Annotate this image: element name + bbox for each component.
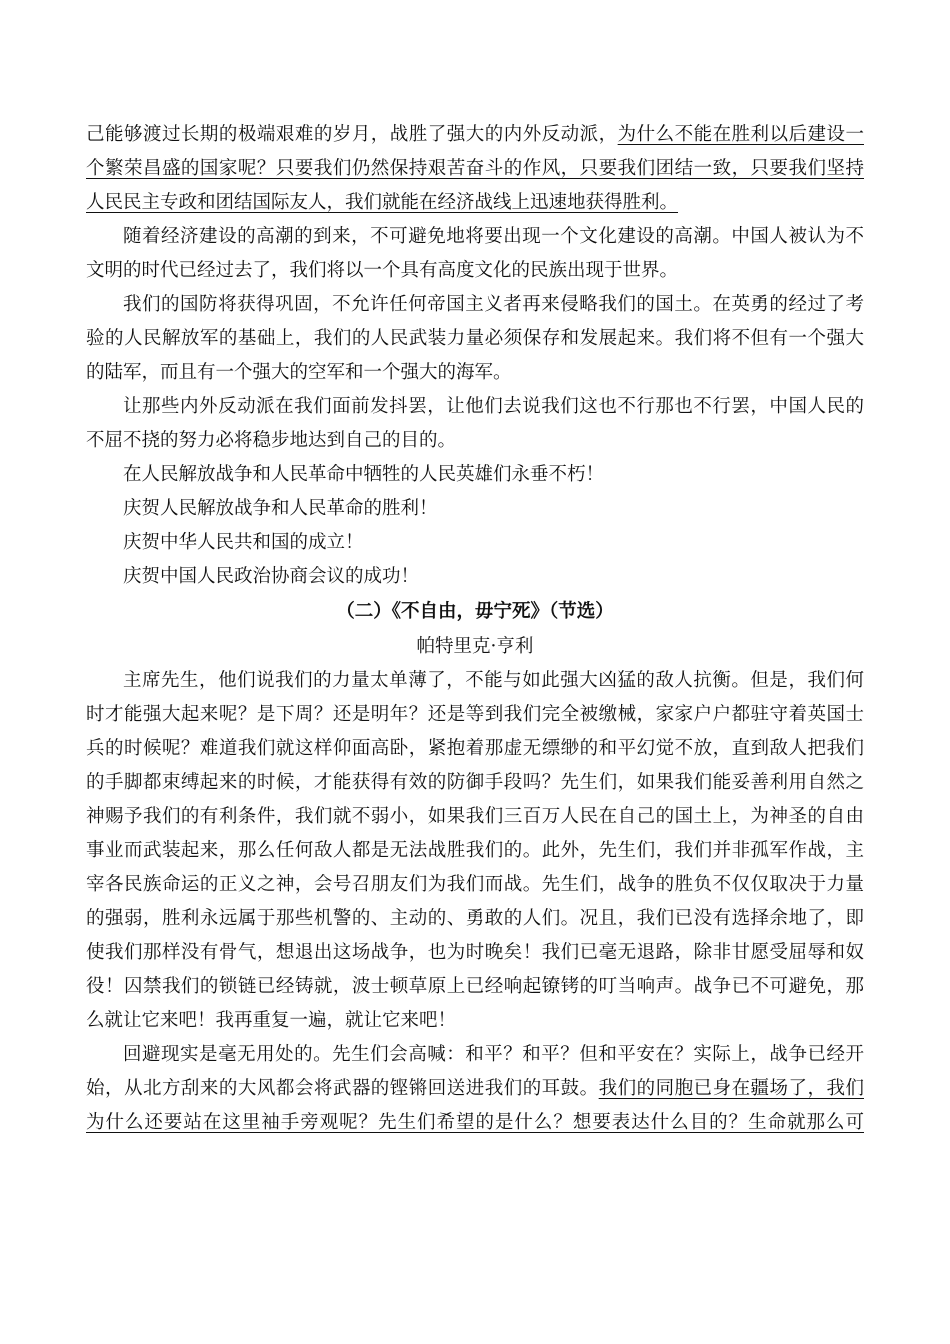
underlined-text: 我们的同胞已身在疆场了，我们 (598, 1078, 864, 1099)
text-line: 的强弱，胜利永远属于那些机警的、主动的、勇敢的人们。况且，我们已没有选择余地了，即 (86, 908, 864, 929)
text-line: 事业而武装起来，那么任何敌人都是无法战胜我们的。此外，先生们，我们并非孤军作战，主 (86, 840, 864, 861)
text-line (86, 1072, 864, 1106)
slogan-line: 庆贺中华人民共和国的成立！ (123, 532, 364, 553)
text-line: 不屈不挠的努力必将稳步地达到自己的目的。 (86, 430, 457, 451)
underlined-text-line: 个繁荣昌盛的国家呢？只要我们仍然保持艰苦奋斗的作风，只要我们团结一致，只要我们坚持 (86, 158, 864, 179)
slogan-line: 庆贺人民解放战争和人民革命的胜利！ (123, 498, 438, 519)
slogan-line: 庆贺中国人民政治协商会议的成功！ (123, 566, 420, 587)
text-line: 宰各民族命运的正义之神，会号召朋友们为我们而战。先生们，战争的胜负不仅仅取决于力量 (86, 874, 864, 895)
paragraph-first-line: 回避现实是毫无用处的。先生们会高喊：和平？和平？但和平安在？实际上，战争已经开 (123, 1044, 864, 1065)
section-heading: （二）《不自由，毋宁死》（节选） (336, 601, 614, 622)
text-line: 役！囚禁我们的锁链已经铸就，波士顿草原上已经响起镣铐的叮当响声。战争已不可避免，那 (86, 976, 864, 997)
underlined-text-line: 为什么还要站在这里袖手旁观呢？先生们希望的是什么？想要表达什么目的？生命就那么可 (86, 1112, 864, 1133)
text-line (86, 186, 864, 220)
text-line: 文明的时代已经过去了，我们将以一个具有高度文化的民族出现于世界。 (86, 260, 679, 281)
text-segment: 己能够渡过长期的极端艰难的岁月，战胜了强大的内外反动派， (86, 124, 618, 145)
text-line: 时才能强大起来呢？是下周？还是明年？还是等到我们完全被缴械，家家户户都驻守着英国士 (86, 704, 864, 725)
paragraph-first-line: 主席先生，他们说我们的力量太单薄了，不能与如此强大凶猛的敌人抗衡。但是，我们何 (123, 670, 864, 691)
text-line: 的手脚都束缚起来的时候，才能获得有效的防御手段吗？先生们，如果我们能妥善利用自然之 (86, 772, 864, 793)
paragraph-first-line: 让那些内外反动派在我们面前发抖罢，让他们去说我们这也不行那也不行罢，中国人民的 (123, 396, 864, 417)
text-line (86, 118, 864, 152)
text-line: 验的人民解放军的基础上，我们的人民武装力量必须保存和发展起来。我们将不但有一个强大 (86, 328, 864, 349)
text-line: 么就让它来吧！我再重复一遍，就让它来吧！ (86, 1010, 457, 1031)
slogan-line: 在人民解放战争和人民革命中牺牲的人民英雄们永垂不朽！ (123, 464, 605, 485)
paragraph-first-line: 随着经济建设的高潮的到来，不可避免地将要出现一个文化建设的高潮。中国人被认为不 (123, 226, 864, 247)
text-line: 神赐予我们的有利条件，我们就不弱小，如果我们三百万人民在自己的国土上，为神圣的自由 (86, 806, 864, 827)
underlined-text: 为什么不能在胜利以后建设一 (617, 124, 864, 145)
text-line: 兵的时候呢？难道我们就这样仰面高卧，紧抱着那虚无缥缈的和平幻觉不放，直到敌人把我们 (86, 738, 864, 759)
underlined-text: 人民民主专政和团结国际友人，我们就能在经济战线上迅速地获得胜利。 (86, 192, 679, 213)
text-line: 使我们那样没有骨气，想退出这场战争，也为时晚矣！我们已毫无退路，除非甘愿受屈辱和奴 (86, 942, 864, 963)
text-segment: 始，从北方刮来的大风都会将武器的铿锵回送进我们的耳鼓。 (86, 1078, 599, 1099)
author-name: 帕特里克·亨利 (416, 636, 534, 657)
text-line: 的陆军，而且有一个强大的空军和一个强大的海军。 (86, 362, 512, 383)
paragraph-first-line: 我们的国防将获得巩固，不允许任何帝国主义者再来侵略我们的国土。在英勇的经过了考 (123, 294, 864, 315)
